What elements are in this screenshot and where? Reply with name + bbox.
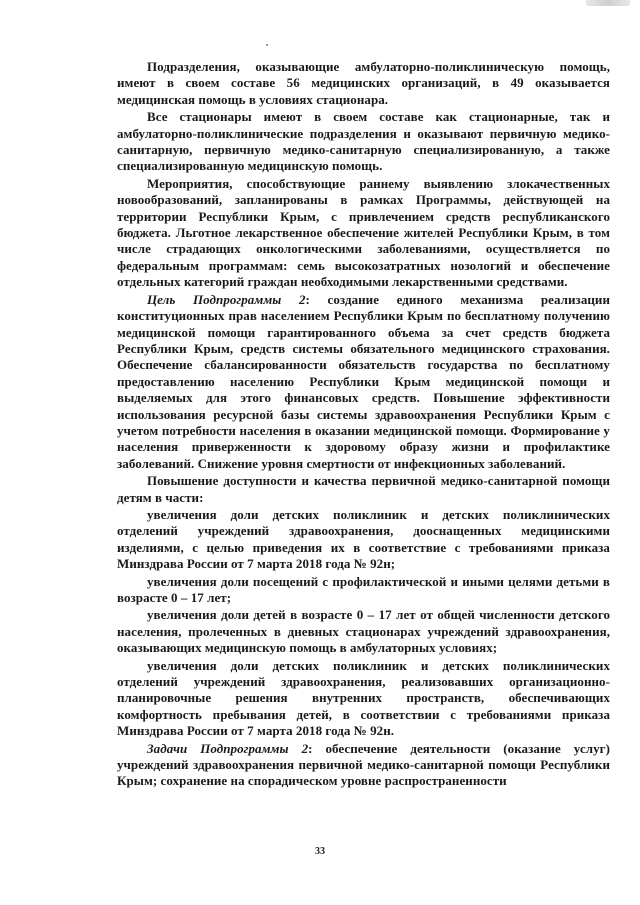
paragraph-9: увеличения доли детских поликлиник и детских поликлинических отделений учреждений здравоохранения, реализовавших организационно-планировочные решения внутренних пространств, обеспечивающих комфортность пребывания детей, в соответствии с требованиями приказа Минздрава России от 7 марта 2018 года № 92н. bbox=[117, 657, 610, 739]
paragraph-2: Все стационары имеют в своем составе как стационарные, так и амбулаторно-поликлинические подразделения и оказывают первичную медико-санитарную, первичную медико-санитарную специализированную, а также специализированную медицинскую помощь. bbox=[117, 109, 610, 174]
paragraph-8: увеличения доли детей в возрасте 0 – 17 лет от общей численности детского населения, пролеченных в дневных стационарах учреждений здравоохранения, оказывающих медицинскую помощь в амбулаторных условиях; bbox=[117, 607, 610, 656]
paragraph-1: Подразделения, оказывающие амбулаторно-поликлиническую помощь, имеют в своем составе 56 медицинских организаций, в 49 оказывается медицинская помощь в условиях стационара. bbox=[117, 59, 610, 107]
paragraph-5: Повышение доступности и качества первичной медико-санитарной помощи детям в части: bbox=[117, 473, 610, 505]
document-body bbox=[117, 59, 610, 791]
page-number: 33 bbox=[315, 846, 325, 857]
scan-speck bbox=[266, 44, 268, 46]
paragraph-3: Мероприятия, способствующие раннему выявлению злокачественных новообразований, запланированы в рамках Программы, действующей на территории Республики Крым, с привлечением средств республиканского бюджета. Льготное лекарственное обеспечение жителей Республики Крым, в том числе страдающих онкологическими заболеваниями, осуществляется по федеральным программам: семь высокозатратных нозологий и обеспечение отдельных категорий граждан необходимыми лекарственными средствами. bbox=[117, 175, 610, 290]
scan-corner-mark bbox=[586, 0, 630, 6]
paragraph-tasks: Задачи Подпрограммы 2: обеспечение деятельности (оказание услуг) учреждений здравоохранения первичной медико-санитарной помощи Республики Крым; сохранение на спорадическом уровне распространенности bbox=[117, 740, 610, 789]
goal-heading: Цель Подпрограммы 2 bbox=[147, 291, 306, 307]
tasks-heading: Задачи Подпрограммы 2 bbox=[147, 740, 309, 756]
paragraph-7: увеличения доли посещений с профилактической и иными целями детьми в возрасте 0 – 17 лет; bbox=[117, 573, 610, 605]
paragraph-goal: Цель Подпрограммы 2: создание единого механизма реализации конституционных прав населением Республики Крым по бесплатному получению медицинской помощи гарантированного объема за счет средств бюджета Республики Крым, средств системы обязательного медицинского страхования. Обеспечение сбалансированности обязательств государства по бесплатному предоставлению населению Республики Крым медицинской помощи и выделяемых для этого финансовых средств. Повышение эффективности использования ресурсной базы системы здравоохранения Республики Крым с учетом потребности населения в оказании медицинской помощи. Формирование у населения приверженности к здоровому образу жизни и профилактике заболеваний. Снижение уровня смертности от инфекционных заболеваний. bbox=[117, 291, 610, 471]
paragraph-6: увеличения доли детских поликлиник и детских поликлинических отделений учреждений здравоохранения, дооснащенных медицинскими изделиями, с целью приведения их в соответствие с требованиями приказа Минздрава России от 7 марта 2018 года № 92н; bbox=[117, 506, 610, 572]
